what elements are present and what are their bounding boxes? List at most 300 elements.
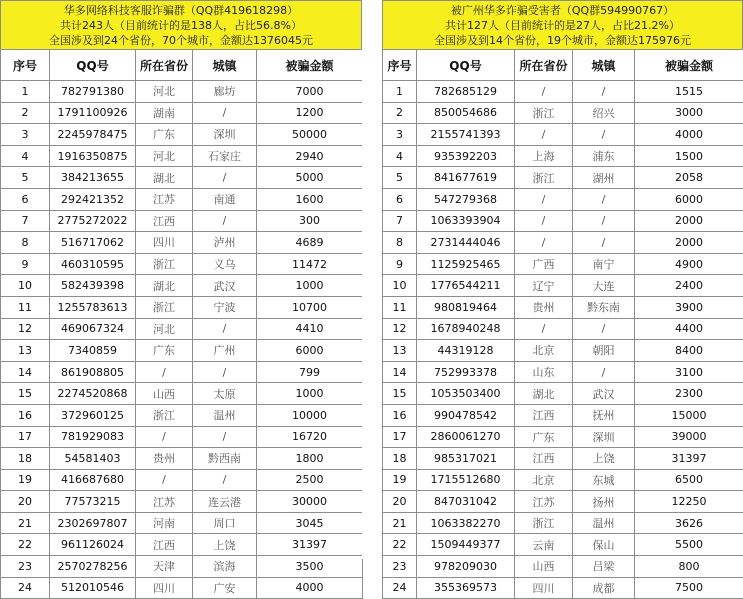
city-cell: 周口 [193, 512, 257, 534]
province-cell: 河南 [136, 512, 193, 534]
right-coverage: 全国涉及到14个省份，19个城市，金额达175976元 [434, 33, 691, 48]
province-cell: 湖北 [515, 383, 573, 405]
city-cell: / [193, 167, 257, 189]
province-cell: / [515, 210, 573, 232]
column-header-city: 城镇 [573, 50, 635, 81]
province-cell: 北京 [515, 340, 573, 362]
province-cell: / [136, 426, 193, 448]
qq-cell: 512010546 [50, 577, 136, 599]
index-cell: 9 [1, 253, 50, 275]
province-cell: 山东 [515, 361, 573, 383]
table-row [383, 361, 743, 383]
city-cell: 连云港 [193, 491, 257, 513]
city-cell: 黔西南 [193, 448, 257, 470]
city-cell: / [573, 318, 635, 340]
city-cell: 宁波 [193, 296, 257, 318]
right-header-banner [382, 0, 743, 49]
amount-cell: 4900 [635, 253, 743, 275]
table-row [383, 210, 743, 232]
amount-cell: 2000 [635, 210, 743, 232]
city-cell: 东城 [573, 469, 635, 491]
qq-cell: 841677619 [417, 167, 515, 189]
left-victims-table [0, 49, 363, 599]
province-cell: 江西 [136, 534, 193, 556]
province-cell: 浙江 [136, 296, 193, 318]
table-row [383, 383, 743, 405]
province-cell: / [136, 361, 193, 383]
table-row [1, 167, 363, 189]
table-row [383, 534, 743, 556]
table-row [383, 167, 743, 189]
city-cell: 温州 [193, 404, 257, 426]
city-cell: 广州 [193, 340, 257, 362]
table-row [1, 426, 363, 448]
province-cell: 江西 [515, 448, 573, 470]
index-cell: 24 [383, 577, 417, 599]
city-cell: / [573, 210, 635, 232]
qq-cell: 782791380 [50, 81, 136, 103]
table-row [1, 210, 363, 232]
left-header-banner [0, 0, 362, 49]
qq-cell: 1916350875 [50, 145, 136, 167]
qq-cell: 1125925465 [417, 253, 515, 275]
index-cell: 19 [1, 469, 50, 491]
qq-cell: 516717062 [50, 232, 136, 254]
province-cell: 湖南 [136, 102, 193, 124]
qq-cell: 1509449377 [417, 534, 515, 556]
qq-cell: 978209030 [417, 556, 515, 578]
city-cell: 武汉 [573, 383, 635, 405]
amount-cell: 4689 [257, 232, 363, 254]
amount-cell: 3500 [257, 556, 363, 578]
index-cell: 10 [1, 275, 50, 297]
index-cell: 18 [383, 448, 417, 470]
index-cell: 15 [383, 383, 417, 405]
qq-cell: 384213655 [50, 167, 136, 189]
column-header-amount: 被骗金额 [635, 50, 743, 81]
province-cell: 浙江 [136, 404, 193, 426]
index-cell: 1 [1, 81, 50, 103]
qq-cell: 372960125 [50, 404, 136, 426]
table-row [1, 318, 363, 340]
province-cell: 江苏 [515, 491, 573, 513]
table-row [1, 534, 363, 556]
amount-cell: 4000 [257, 577, 363, 599]
index-cell: 6 [383, 188, 417, 210]
index-cell: 21 [383, 512, 417, 534]
province-cell: 河北 [136, 318, 193, 340]
table-row [383, 491, 743, 513]
amount-cell: 4410 [257, 318, 363, 340]
province-cell: / [136, 469, 193, 491]
table-row [383, 404, 743, 426]
index-cell: 20 [383, 491, 417, 513]
province-cell: 江西 [515, 404, 573, 426]
amount-cell: 800 [635, 556, 743, 578]
city-cell: 黔东南 [573, 296, 635, 318]
table-row [383, 275, 743, 297]
index-cell: 18 [1, 448, 50, 470]
index-cell: 11 [383, 296, 417, 318]
index-cell: 23 [1, 556, 50, 578]
province-cell: 江苏 [136, 491, 193, 513]
index-cell: 8 [383, 232, 417, 254]
amount-cell: 3900 [635, 296, 743, 318]
amount-cell: 6000 [257, 340, 363, 362]
index-cell: 6 [1, 188, 50, 210]
index-cell: 13 [1, 340, 50, 362]
index-cell: 15 [1, 383, 50, 405]
index-cell: 10 [383, 275, 417, 297]
index-cell: 4 [383, 145, 417, 167]
table-row [1, 253, 363, 275]
table-row [1, 81, 363, 103]
index-cell: 20 [1, 491, 50, 513]
amount-cell: 7500 [635, 577, 743, 599]
province-cell: 浙江 [515, 512, 573, 534]
province-cell: 河北 [136, 81, 193, 103]
right-title: 被广州华多诈骗受害者（QQ群594990767） [451, 3, 674, 18]
city-cell: 抚州 [573, 404, 635, 426]
qq-cell: 850054686 [417, 102, 515, 124]
index-cell: 2 [383, 102, 417, 124]
city-cell: 深圳 [193, 124, 257, 146]
province-cell: 湖北 [136, 167, 193, 189]
city-cell: 廊坊 [193, 81, 257, 103]
qq-cell: 1791100926 [50, 102, 136, 124]
amount-cell: 1200 [257, 102, 363, 124]
amount-cell: 30000 [257, 491, 363, 513]
city-cell: / [573, 81, 635, 103]
qq-cell: 1053503400 [417, 383, 515, 405]
amount-cell: 31397 [635, 448, 743, 470]
index-cell: 14 [383, 361, 417, 383]
province-cell: / [515, 188, 573, 210]
qq-cell: 1715512680 [417, 469, 515, 491]
province-cell: 贵州 [136, 448, 193, 470]
province-cell: 江苏 [136, 188, 193, 210]
amount-cell: 2400 [635, 275, 743, 297]
qq-cell: 547279368 [417, 188, 515, 210]
index-cell: 12 [383, 318, 417, 340]
column-header-province: 所在省份 [515, 50, 573, 81]
right-header-row [383, 50, 743, 81]
column-header-qq: QQ号 [50, 50, 136, 81]
table-row [383, 426, 743, 448]
table-row [383, 512, 743, 534]
city-cell: / [573, 232, 635, 254]
city-cell: 湖州 [573, 167, 635, 189]
city-cell: 滨海 [193, 556, 257, 578]
amount-cell: 1600 [257, 188, 363, 210]
index-cell: 16 [383, 404, 417, 426]
table-row [1, 577, 363, 599]
right-table-body [383, 81, 743, 599]
index-cell: 7 [1, 210, 50, 232]
city-cell: 浦东 [573, 145, 635, 167]
qq-cell: 2155741393 [417, 124, 515, 146]
province-cell: 湖北 [136, 275, 193, 297]
city-cell: / [193, 361, 257, 383]
qq-cell: 2274520868 [50, 383, 136, 405]
index-cell: 22 [1, 534, 50, 556]
province-cell: 广西 [515, 253, 573, 275]
city-cell: 扬州 [573, 491, 635, 513]
amount-cell: 2500 [257, 469, 363, 491]
qq-cell: 2302697807 [50, 512, 136, 534]
city-cell: / [193, 318, 257, 340]
city-cell: 上饶 [193, 534, 257, 556]
city-cell: / [573, 124, 635, 146]
table-row [1, 145, 363, 167]
index-cell: 17 [1, 426, 50, 448]
province-cell: 河北 [136, 145, 193, 167]
city-cell: 南宁 [573, 253, 635, 275]
amount-cell: 2300 [635, 383, 743, 405]
right-table-panel [382, 0, 743, 599]
index-cell: 8 [1, 232, 50, 254]
qq-cell: 985317021 [417, 448, 515, 470]
index-cell: 12 [1, 318, 50, 340]
city-cell: / [193, 426, 257, 448]
amount-cell: 2000 [635, 232, 743, 254]
qq-cell: 355369573 [417, 577, 515, 599]
province-cell: / [515, 81, 573, 103]
amount-cell: 50000 [257, 124, 363, 146]
index-cell: 22 [383, 534, 417, 556]
table-row [1, 188, 363, 210]
amount-cell: 2940 [257, 145, 363, 167]
amount-cell: 2058 [635, 167, 743, 189]
amount-cell: 1500 [635, 145, 743, 167]
table-row [383, 577, 743, 599]
qq-cell: 1776544211 [417, 275, 515, 297]
table-row [383, 124, 743, 146]
qq-cell: 54581403 [50, 448, 136, 470]
amount-cell: 1000 [257, 275, 363, 297]
qq-cell: 980819464 [417, 296, 515, 318]
city-cell: 保山 [573, 534, 635, 556]
table-row [1, 512, 363, 534]
table-row [383, 81, 743, 103]
amount-cell: 1515 [635, 81, 743, 103]
city-cell: 温州 [573, 512, 635, 534]
qq-cell: 582439398 [50, 275, 136, 297]
table-row [383, 145, 743, 167]
table-row [1, 102, 363, 124]
qq-cell: 292421352 [50, 188, 136, 210]
province-cell: 四川 [136, 232, 193, 254]
left-table-body [1, 81, 363, 599]
index-cell: 3 [1, 124, 50, 146]
table-row [1, 448, 363, 470]
table-row [1, 124, 363, 146]
province-cell: 上海 [515, 145, 573, 167]
amount-cell: 10700 [257, 296, 363, 318]
province-cell: 山西 [136, 383, 193, 405]
left-header-row [1, 50, 363, 81]
city-cell: 广安 [193, 577, 257, 599]
qq-cell: 469067324 [50, 318, 136, 340]
qq-cell: 460310595 [50, 253, 136, 275]
city-cell: 成都 [573, 577, 635, 599]
qq-cell: 2245978475 [50, 124, 136, 146]
amount-cell: 6500 [635, 469, 743, 491]
qq-cell: 861908805 [50, 361, 136, 383]
city-cell: 石家庄 [193, 145, 257, 167]
city-cell: 绍兴 [573, 102, 635, 124]
city-cell: 泸州 [193, 232, 257, 254]
table-row [383, 188, 743, 210]
table-row [383, 296, 743, 318]
table-row [1, 361, 363, 383]
qq-cell: 990478542 [417, 404, 515, 426]
province-cell: 江西 [136, 210, 193, 232]
qq-cell: 7340859 [50, 340, 136, 362]
table-row [383, 340, 743, 362]
amount-cell: 5000 [257, 167, 363, 189]
amount-cell: 8400 [635, 340, 743, 362]
qq-cell: 44319128 [417, 340, 515, 362]
left-title: 华多网络科技客服诈骗群（QQ群419618298） [64, 3, 298, 18]
index-cell: 7 [383, 210, 417, 232]
amount-cell: 4000 [635, 124, 743, 146]
index-cell: 16 [1, 404, 50, 426]
amount-cell: 300 [257, 210, 363, 232]
province-cell: 广东 [515, 426, 573, 448]
index-cell: 14 [1, 361, 50, 383]
amount-cell: 1000 [257, 383, 363, 405]
table-row [1, 491, 363, 513]
index-cell: 17 [383, 426, 417, 448]
qq-cell: 77573215 [50, 491, 136, 513]
city-cell: / [573, 188, 635, 210]
index-cell: 3 [383, 124, 417, 146]
table-row [1, 340, 363, 362]
city-cell: / [193, 469, 257, 491]
amount-cell: 4400 [635, 318, 743, 340]
amount-cell: 1800 [257, 448, 363, 470]
left-table-panel [0, 0, 362, 599]
table-row [383, 448, 743, 470]
column-header-city: 城镇 [193, 50, 257, 81]
province-cell: 广东 [136, 340, 193, 362]
right-summary: 共计127人（目前统计的是27人，占比21.2%） [445, 18, 680, 33]
table-row [1, 296, 363, 318]
table-row [1, 275, 363, 297]
qq-cell: 1255783613 [50, 296, 136, 318]
qq-cell: 1678940248 [417, 318, 515, 340]
city-cell: 义乌 [193, 253, 257, 275]
table-row [383, 318, 743, 340]
city-cell: 武汉 [193, 275, 257, 297]
city-cell: / [193, 102, 257, 124]
amount-cell: 6000 [635, 188, 743, 210]
province-cell: 浙江 [515, 102, 573, 124]
amount-cell: 3100 [635, 361, 743, 383]
qq-cell: 2731444046 [417, 232, 515, 254]
city-cell: / [193, 210, 257, 232]
province-cell: / [515, 124, 573, 146]
province-cell: 北京 [515, 469, 573, 491]
city-cell: / [573, 361, 635, 383]
amount-cell: 3626 [635, 512, 743, 534]
amount-cell: 39000 [635, 426, 743, 448]
city-cell: 大连 [573, 275, 635, 297]
index-cell: 4 [1, 145, 50, 167]
city-cell: 朝阳 [573, 340, 635, 362]
table-row [383, 253, 743, 275]
index-cell: 19 [383, 469, 417, 491]
city-cell: 太原 [193, 383, 257, 405]
table-row [1, 383, 363, 405]
column-header-qq: QQ号 [417, 50, 515, 81]
province-cell: / [515, 318, 573, 340]
left-coverage: 全国涉及到24个省份，70个城市，金额达1376045元 [49, 33, 313, 48]
province-cell: 贵州 [515, 296, 573, 318]
amount-cell: 3000 [635, 102, 743, 124]
table-row [383, 469, 743, 491]
table-row [1, 469, 363, 491]
province-cell: 辽宁 [515, 275, 573, 297]
qq-cell: 781929083 [50, 426, 136, 448]
left-summary: 共计243人（目前统计的是138人，占比56.8%） [60, 18, 302, 33]
index-cell: 23 [383, 556, 417, 578]
amount-cell: 15000 [635, 404, 743, 426]
index-cell: 24 [1, 577, 50, 599]
column-header-province: 所在省份 [136, 50, 193, 81]
qq-cell: 2570278256 [50, 556, 136, 578]
province-cell: 四川 [136, 577, 193, 599]
index-cell: 1 [383, 81, 417, 103]
column-header-amount: 被骗金额 [257, 50, 363, 81]
column-header-index: 序号 [383, 50, 417, 81]
amount-cell: 7000 [257, 81, 363, 103]
city-cell: 南通 [193, 188, 257, 210]
province-cell: 山西 [515, 556, 573, 578]
panel-gap [362, 0, 382, 559]
table-row [383, 102, 743, 124]
qq-cell: 935392203 [417, 145, 515, 167]
province-cell: 天津 [136, 556, 193, 578]
qq-cell: 2775272022 [50, 210, 136, 232]
city-cell: 吕梁 [573, 556, 635, 578]
index-cell: 13 [383, 340, 417, 362]
city-cell: 深圳 [573, 426, 635, 448]
amount-cell: 3045 [257, 512, 363, 534]
table-row [1, 232, 363, 254]
qq-cell: 752993378 [417, 361, 515, 383]
index-cell: 5 [1, 167, 50, 189]
qq-cell: 1063382270 [417, 512, 515, 534]
index-cell: 21 [1, 512, 50, 534]
column-header-index: 序号 [1, 50, 50, 81]
province-cell: 四川 [515, 577, 573, 599]
province-cell: / [515, 232, 573, 254]
amount-cell: 31397 [257, 534, 363, 556]
amount-cell: 11472 [257, 253, 363, 275]
qq-cell: 847031042 [417, 491, 515, 513]
qq-cell: 416687680 [50, 469, 136, 491]
qq-cell: 782685129 [417, 81, 515, 103]
amount-cell: 12250 [635, 491, 743, 513]
amount-cell: 16720 [257, 426, 363, 448]
right-victims-table [382, 49, 743, 599]
amount-cell: 10000 [257, 404, 363, 426]
qq-cell: 2860061270 [417, 426, 515, 448]
table-row [1, 404, 363, 426]
province-cell: 浙江 [515, 167, 573, 189]
